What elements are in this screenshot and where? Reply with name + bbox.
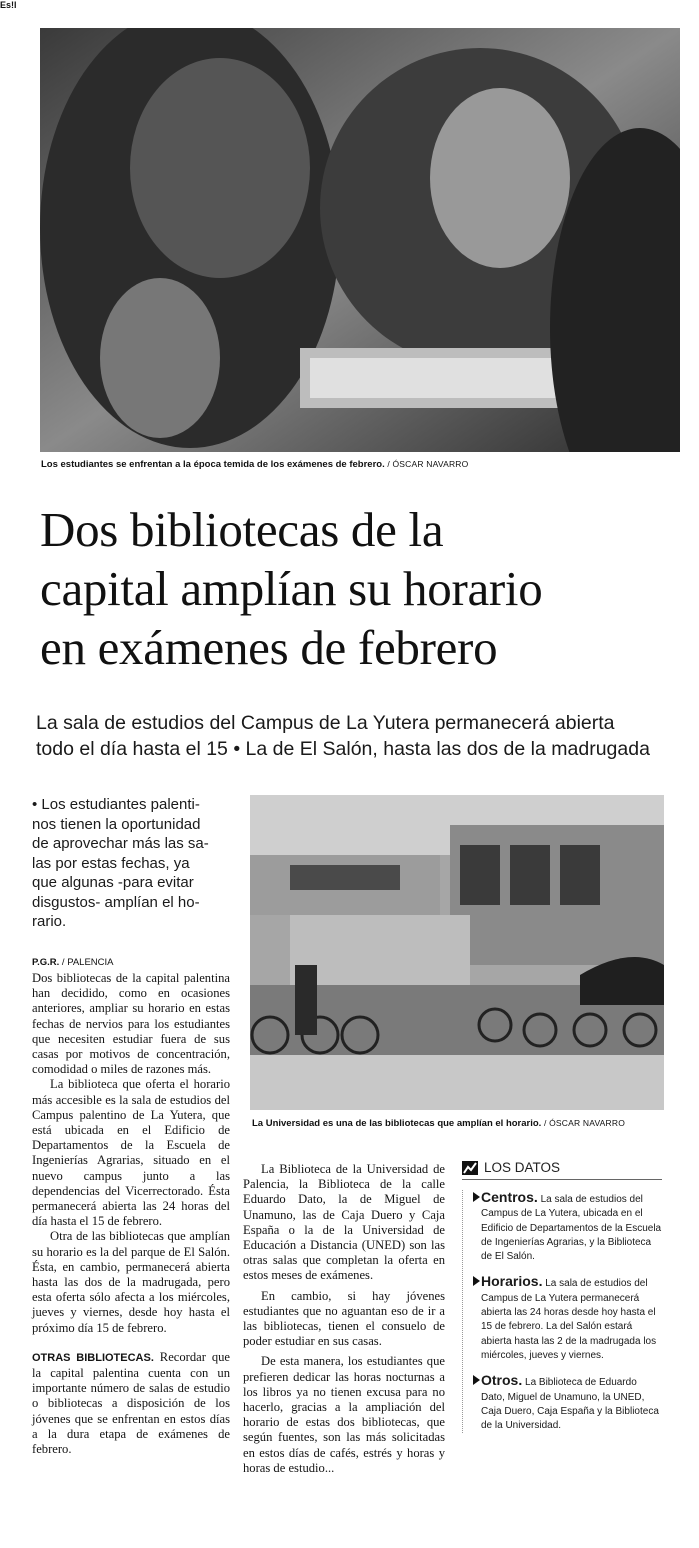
top-photo-caption: [41, 459, 681, 470]
lead-line: nos tienen la oportunidad: [32, 815, 201, 833]
lead-summary: [32, 795, 237, 932]
top-photo: [40, 28, 680, 452]
university-photo: [250, 795, 664, 1110]
paragraph: La Biblioteca de la Universidad de Palencia, la Biblioteca de la calle Eduardo Dato, la de Miguel de Unamuno, las de Caja Duero y Caja España o la de la Universidad de Educación a Distancia (UNED) son las otras salas que completan la oferta en estos meses de exámenes.: [243, 1162, 445, 1283]
datos-item-centros: [463, 1190, 662, 1264]
datos-item-text: La sala de estudios del Campus de La Yutera, ubicada en el Edificio de Departamentos de la Escuela de Ingenierías Agrarias, y la Biblioteca de El Salón.: [481, 1194, 662, 1263]
arrow-icon: [473, 1276, 480, 1286]
lead-line: disgustos- amplían el ho-: [32, 893, 200, 911]
paragraph: De esta manera, los estudiantes que prefieren dedicar las horas nocturnas a los libros ya no tienen excusa para no hacerlo, gracias a la ampliación del horario de estas dos bibliotecas, que según fuentes, son las más solicitadas en estos días de cafés, estrés y horas y horas de estudio...: [243, 1354, 445, 1475]
lead-line: las por estas fechas, ya: [32, 854, 190, 872]
headline-line-2: capital amplían su horario: [40, 561, 543, 616]
paragraph: Otra de las bibliotecas que amplían su horario es la del parque de El Salón. Ésta, en cambio, permanecerá abierta hasta las dos de la madrugada, pero esta oferta sólo afecta a los miércoles, jueves y viernes, desde hoy hasta el próximo día 15 de febrero.: [32, 1229, 230, 1335]
datos-item-horarios: [463, 1274, 662, 1363]
lead-line: de aprovechar más las sa-: [32, 835, 209, 852]
byline-author: P.G.R.: [32, 957, 60, 968]
university-photo-credit: / ÓSCAR NAVARRO: [543, 1118, 626, 1128]
datos-item-label: Centros.: [481, 1189, 538, 1205]
paragraph: En cambio, si hay jóvenes estudiantes que no aguantan eso de ir a las bibliotecas, tienen el consuelo de poder estudiar en sus casas.: [243, 1288, 445, 1349]
lead-line: • Los estudiantes palenti-: [32, 796, 200, 813]
trend-chart-icon: [462, 1161, 478, 1175]
datos-item-text: La Biblioteca de Eduardo Dato, Miguel de Unamuno, la UNED, Caja Duero, Caja España y la Biblioteca de la Universidad.: [481, 1377, 659, 1432]
arrow-icon: [473, 1192, 480, 1202]
deck: [36, 710, 696, 762]
university-photo-caption: [252, 1118, 682, 1129]
university-photo-caption-text: La Universidad es una de las bibliotecas que amplían el horario.: [252, 1118, 542, 1129]
corner-mark: Es!l: [0, 0, 17, 10]
lead-line: que algunas -para evitar: [32, 874, 194, 891]
lead-line: rario.: [32, 913, 67, 930]
top-photo-caption-text: Los estudiantes se enfrentan a la época temida de los exámenes de febrero.: [41, 459, 385, 470]
paragraph: Recordar que la capital palentina cuenta con un importante número de salas de estudio o bibliotecas a disposición de los jóvenes que se enfrentan en estos días a la dura etapa de exámenes de febrero.: [32, 1349, 231, 1457]
datos-item-label: Horarios.: [481, 1273, 543, 1290]
arrow-icon: [473, 1375, 480, 1385]
headline-line-1: Dos bibliotecas de la: [40, 502, 444, 557]
paragraph: La biblioteca que oferta el horario más accesible es la sala de estudios del Campus palentino de La Yutera, que está ubicada en el Edificio de Departamentos de la Escuela de Ingenierías Agrarias, situado en el nuevo campus junto a las dependencias del Vicerrectorado. Ésta permanecerá abierta las 24 horas del día hasta el 15 de febrero.: [32, 1077, 230, 1229]
top-photo-credit: / ÓSCAR NAVARRO: [387, 459, 469, 469]
paragraph: Dos bibliotecas de la capital palentina han decidido, como en ocasiones anteriores, ampliar su horario en estas fechas de nervios para los estudiantes que necesiten estudiar fuera de sus casas por motivos de concentración, comodidad o miles de razones más.: [32, 971, 230, 1077]
headline: [40, 500, 690, 677]
sidebar-title: LOS DATOS: [484, 1160, 561, 1175]
datos-item-label: Otros.: [481, 1372, 523, 1389]
article-column-2: [243, 1162, 445, 1476]
deck-line-1: La sala de estudios del Campus de La Yutera permanecerá abierta: [36, 712, 615, 734]
deck-line-2: todo el día hasta el 15 • La de El Salón, hasta las dos de la madrugada: [36, 738, 650, 760]
byline: [32, 957, 114, 968]
subhead-otras-bibliotecas: OTRAS BIBLIOTECAS.: [32, 1351, 154, 1364]
datos-item-otros: [463, 1373, 662, 1433]
datos-item-text: La sala de estudios del Campus de La Yutera permanecerá abierta las 24 horas desde hoy hasta el 15 de febrero. La del Salón estará abierta hasta las 2 de la madrugada los miércoles, jueves y viernes.: [481, 1278, 657, 1361]
article-column-1: [32, 971, 230, 1457]
los-datos-sidebar: [462, 1160, 662, 1443]
byline-place: / PALENCIA: [61, 957, 114, 968]
headline-line-3: en exámenes de febrero: [40, 620, 498, 675]
